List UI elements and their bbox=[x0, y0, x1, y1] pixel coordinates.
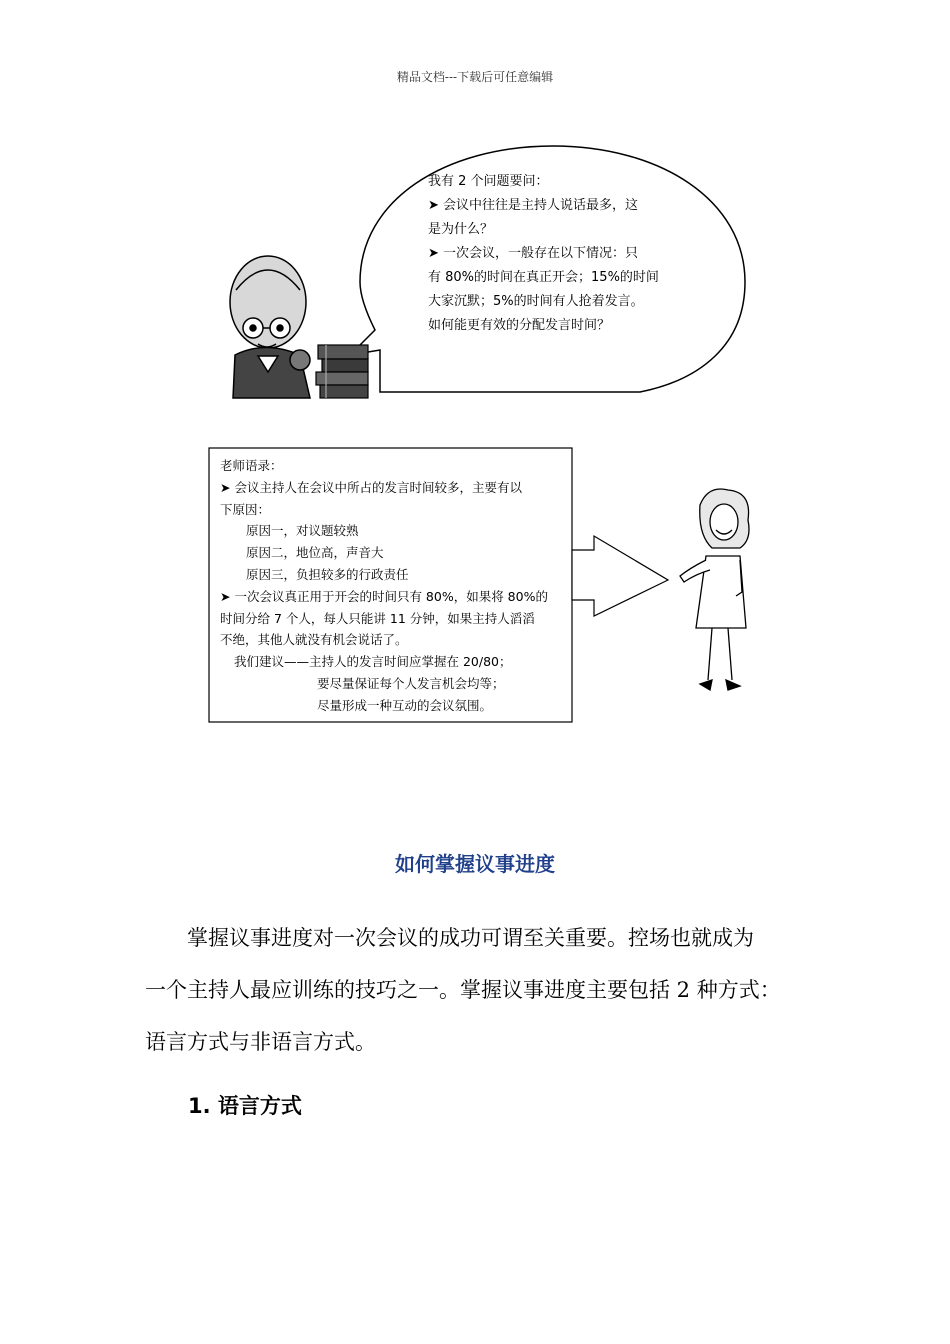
bubble-line: 大家沉默；5%的时间有人抢着发言。 bbox=[428, 294, 644, 309]
advice-line: 我们建议——主持人的发言时间应掌握在 20/80； bbox=[234, 654, 512, 670]
bubble-line: ➤ 会议中往往是主持人说话最多，这 bbox=[428, 198, 639, 213]
advice-line: 要尽量保证每个人发言机会均等； bbox=[317, 675, 505, 691]
reason-item: 原因一，对议题较熟 bbox=[246, 523, 359, 539]
bubble-line: 有 80%的时间在真正开会；15%的时间 bbox=[428, 270, 659, 285]
reason-item: 原因三，负担较多的行政责任 bbox=[246, 566, 409, 582]
woman-cartoon-icon bbox=[680, 489, 749, 690]
teacher-quote-text bbox=[220, 455, 570, 717]
paragraph-line: 掌握议事进度对一次会议的成功可谓至关重要。控场也就成为 bbox=[187, 926, 754, 950]
paragraph-line: 语言方式与非语言方式。 bbox=[145, 1030, 376, 1054]
box-line: ➤ 一次会议真正用于开会的时间只有 80%，如果将 80%的 bbox=[220, 588, 548, 604]
page-watermark: 精品文档---下载后可任意编辑 bbox=[396, 70, 554, 84]
section-title: 如何掌握议事进度 bbox=[395, 852, 555, 876]
paragraph-line: 一个主持人最应训练的技巧之一。掌握议事进度主要包括 2 种方式： bbox=[145, 978, 781, 1002]
man-cartoon-icon bbox=[230, 256, 310, 398]
bubble-line: 我有 2 个问题要问： bbox=[428, 174, 549, 189]
box-line: 不绝，其他人就没有机会说话了。 bbox=[220, 632, 408, 648]
speech-bubble-text bbox=[428, 170, 698, 338]
box-line: ➤ 会议主持人在会议中所占的发言时间较多，主要有以 bbox=[220, 479, 522, 495]
bubble-line: 如何能更有效的分配发言时间？ bbox=[428, 318, 611, 333]
books-icon bbox=[316, 345, 368, 398]
bubble-line: ➤ 一次会议，一般存在以下情况：只 bbox=[428, 246, 639, 261]
box-line: 时间分给 7 个人，每人只能讲 11 分钟，如果主持人滔滔 bbox=[220, 610, 535, 626]
box-title: 老师语录： bbox=[220, 458, 283, 473]
body-paragraph bbox=[145, 912, 825, 1068]
box-line: 下原因： bbox=[220, 501, 271, 517]
reason-item: 原因二，地位高，声音大 bbox=[246, 545, 384, 561]
subheading: 1. 语言方式 bbox=[188, 1094, 302, 1118]
bubble-line: 是为什么？ bbox=[428, 222, 494, 237]
advice-line: 尽量形成一种互动的会议氛围。 bbox=[317, 697, 493, 713]
